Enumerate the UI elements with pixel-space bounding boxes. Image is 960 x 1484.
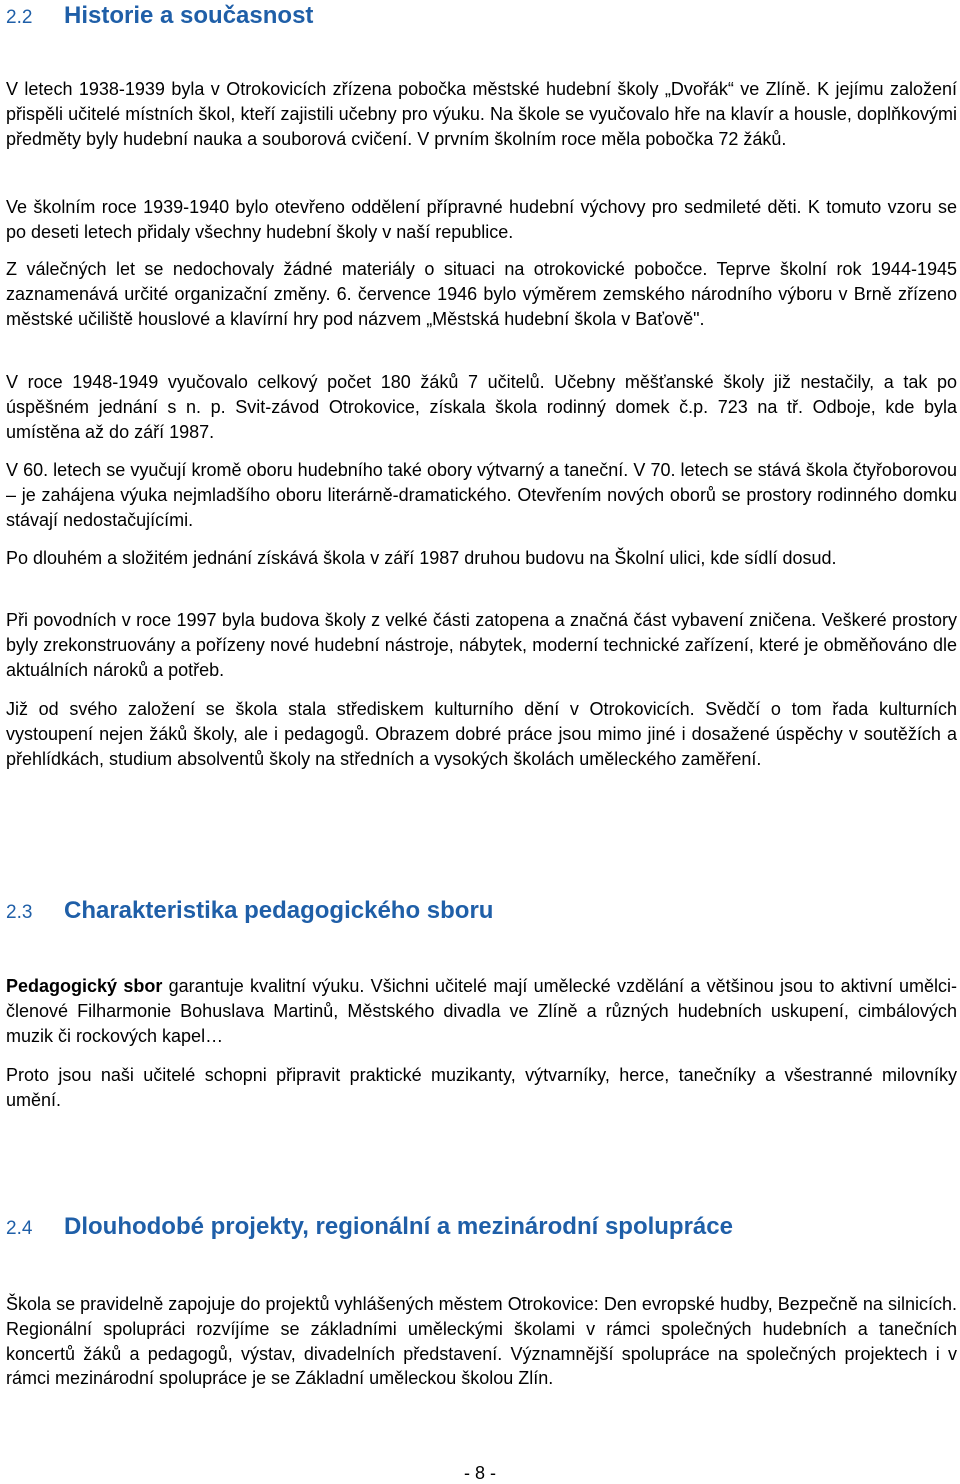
- section-heading-2-4: [6, 1212, 733, 1244]
- paragraph: Po dlouhém a složitém jednání získává škola v září 1987 druhou budovu na Školní ulici, kde sídlí dosud.: [6, 548, 837, 568]
- paragraph: Z válečných let se nedochovaly žádné materiály o situaci na otrokovické pobočce. Teprve školní rok 1944-1945 zaznamenává určité organizační změny. 6. července 1946 bylo výměrem zemského národního výboru v Brně zřízeno městské učiliště houslové a klavírní hry pod názvem „Městská hudební škola v Baťově".: [6, 259, 957, 329]
- paragraph: Již od svého založení se škola stala střediskem kulturního dění v Otrokovicích. Svědčí o tom řada kulturních vystoupení nejen žáků školy, ale i pedagogů. Obrazem dobré práce jsou mimo jiné i dosažené úspěchy v soutěžích a přehlídkách, studium absolventů školy na středních a vysokých školách uměleckého zaměření.: [6, 699, 957, 769]
- section-heading-2-2: [6, 1, 313, 33]
- section-heading-2-3: [6, 896, 493, 928]
- paragraph: V 60. letech se vyučují kromě oboru hudebního také obory výtvarný a taneční. V 70. letech se stává škola čtyřoborovou – je zahájena výuka nejmladšího oboru literárně-dramatického. Otevřením nových oborů se prostory rodinného domku stávají nedostačujícími.: [6, 460, 957, 530]
- section-title: Dlouhodobé projekty, regionální a mezinárodní spolupráce: [64, 1213, 733, 1240]
- section-number: 2.3: [6, 902, 33, 923]
- paragraph: Škola se pravidelně zapojuje do projektů vyhlášených městem Otrokovice: Den evropské hudby, Bezpečně na silnicích. Regionální spolupráci rozvíjíme se základními uměleckými školami v rámci společných hudebních a tanečních koncertů žáků a pedagogů, výstav, divadelních představení. Významnější spolupráce na společných projektech i v rámci mezinárodní spolupráce je se Základní uměleckou školou Zlín.: [6, 1294, 957, 1389]
- page-number: - 8 -: [463, 1463, 496, 1483]
- bold-lead: Pedagogický sbor: [6, 976, 163, 996]
- paragraph: V letech 1938-1939 byla v Otrokovicích zřízena pobočka městské hudební školy „Dvořák“ ve Zlíně. K jejímu založení přispěli učitelé místních škol, kteří zajistili učebny pro výuku. Na škole se vyučovalo hře na klavír a housle, doplňkovými předměty byly hudební nauka a souborová cvičení. V prvním školním roce měla pobočka 72 žáků.: [6, 79, 957, 149]
- paragraph: Ve školním roce 1939-1940 bylo otevřeno oddělení přípravné hudební výchovy pro sedmileté děti. K tomuto vzoru se po deseti letech přidaly všechny hudební školy v naší republice.: [6, 197, 957, 242]
- paragraph: Při povodních v roce 1997 byla budova školy z velké části zatopena a značná část vybavení zničena. Veškeré prostory byly zrekonstruovány a pořízeny nové hudební nástroje, nábytek, moderní technické zařízení, které je obměňováno dle aktuálních nároků a potřeb.: [6, 610, 957, 680]
- paragraph: Proto jsou naši učitelé schopni připravit praktické muzikanty, výtvarníky, herce, tanečníky a všestranné milovníky umění.: [6, 1065, 957, 1110]
- paragraph: V roce 1948-1949 vyučovalo celkový počet 180 žáků 7 učitelů. Učebny měšťanské školy již nestačily, a tak po úspěšném jednání s n. p. Svit-závod Otrokovice, získala škola rodinný domek č.p. 723 na tř. Odboje, kde byla umístěna až do září 1987.: [6, 372, 957, 442]
- section-title: Charakteristika pedagogického sboru: [64, 897, 494, 924]
- section-title: Historie a současnost: [64, 2, 314, 29]
- section-number: 2.2: [6, 7, 33, 28]
- section-number: 2.4: [6, 1218, 33, 1239]
- paragraph: [6, 974, 957, 1048]
- paragraph-text: garantuje kvalitní výuku. Všichni učitelé mají umělecké vzdělání a většinou jsou to aktivní umělci- členové Filharmonie Bohuslava Martinů, Městského divadla ve Zlíně a různých hudebních uskupení, cimbálových muzik či rockových kapel…: [6, 976, 957, 1046]
